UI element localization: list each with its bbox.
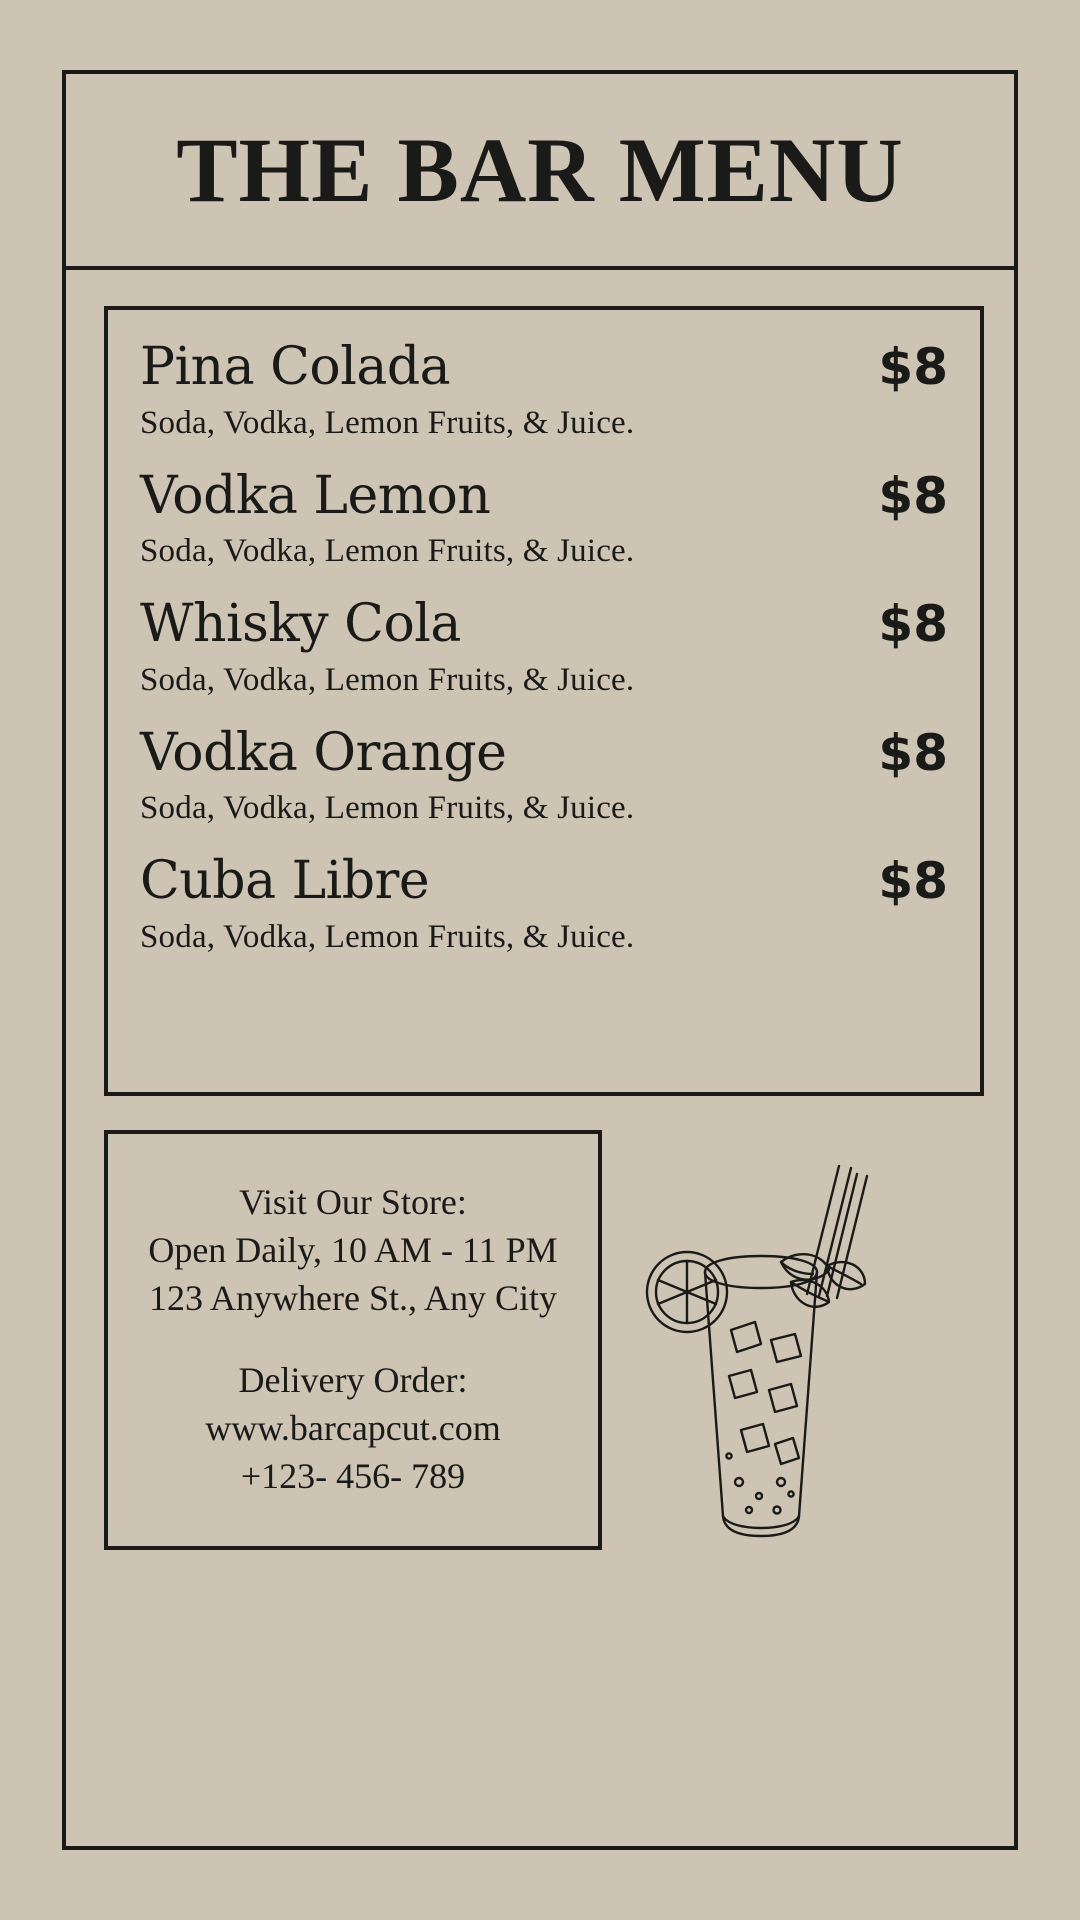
store-info-box: [104, 1130, 602, 1550]
menu-item-description: Soda, Vodka, Lemon Fruits, & Juice.: [140, 404, 635, 441]
delivery-heading: Delivery Order:: [238, 1360, 468, 1400]
menu-item-header: [140, 337, 948, 397]
menu-item-name: Vodka Lemon: [140, 465, 491, 526]
store-hours: Open Daily, 10 AM - 11 PM: [148, 1230, 558, 1271]
menu-item-header: [140, 594, 948, 655]
menu-item-description: Soda, Vodka, Lemon Fruits, & Juice.: [140, 661, 635, 698]
menu-item-price: $8: [878, 466, 948, 525]
title-box: [66, 74, 1014, 270]
page-title: THE BAR MENU: [176, 119, 904, 221]
menu-item-description: Soda, Vodka, Lemon Fruits, & Juice.: [140, 790, 635, 827]
mojito-cocktail-glass-illustration: [631, 1144, 891, 1544]
list-item: [140, 851, 948, 957]
store-address: 123 Anywhere St., Any City: [148, 1278, 557, 1319]
menu-item-name: Pina Colada: [140, 337, 451, 397]
menu-item-name: Cuba Libre: [140, 851, 430, 912]
list-item: [140, 722, 948, 829]
menu-item-price: $8: [878, 595, 948, 654]
menu-item-name: Vodka Orange: [140, 722, 507, 783]
menu-item-header: [140, 465, 948, 526]
menu-item-price: $8: [878, 723, 948, 782]
menu-item-name: Whisky Cola: [140, 594, 461, 655]
list-item: [140, 337, 948, 443]
menu-item-price: $8: [878, 338, 948, 396]
menu-poster: [62, 70, 1018, 1850]
delivery-phone[interactable]: +123- 456- 789: [240, 1455, 466, 1496]
menu-item-price: $8: [878, 852, 948, 911]
menu-item-header: [140, 851, 948, 912]
delivery-website[interactable]: www.barcapcut.com: [205, 1407, 501, 1448]
menu-item-description: Soda, Vodka, Lemon Fruits, & Juice.: [140, 533, 635, 570]
menu-item-header: [140, 722, 948, 783]
menu-item-description: Soda, Vodka, Lemon Fruits, & Juice.: [140, 918, 635, 955]
menu-list: [104, 306, 984, 1096]
store-heading: Visit Our Store:: [239, 1182, 467, 1223]
list-item: [140, 465, 948, 572]
list-item: [140, 594, 948, 700]
